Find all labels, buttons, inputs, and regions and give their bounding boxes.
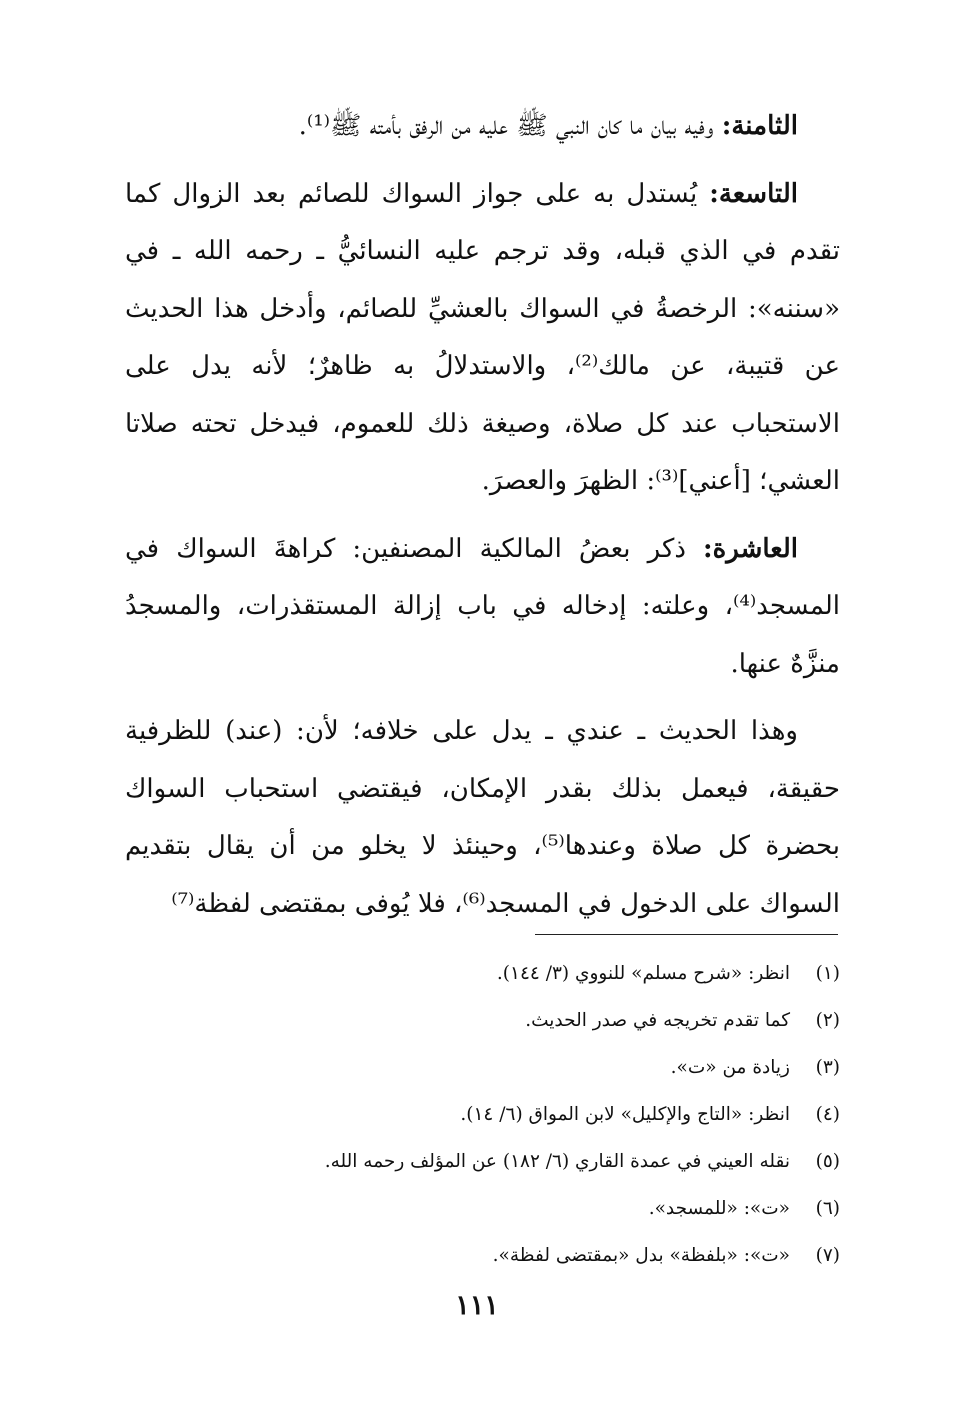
paragraph-text: ذكر بعضُ المالكية المصنفين: كراهةَ السواك في المسجد⁽⁴⁾، وعلته: إدخاله في باب إزالة المستقذرات، والمسجدُ منزَّهٌ عنها.	[125, 533, 840, 679]
footnote-item	[125, 1185, 840, 1232]
footnote-item	[125, 1138, 840, 1185]
paragraph-commentary	[125, 703, 840, 933]
footnote-text: زيادة من «ت».	[670, 1057, 790, 1078]
paragraph-text: وفيه بيان ما كان النبي ﷺ عليه من الرفق بأمته ﷺ⁽¹⁾.	[298, 111, 722, 141]
paragraph-eighth	[125, 98, 840, 156]
paragraph-tenth	[125, 521, 840, 694]
footnote-text: «ت»: «بلفظة» بدل «بمقتضى لفظة».	[492, 1245, 790, 1266]
paragraph-lead: العاشرة:	[703, 533, 798, 564]
page-number: ١١١	[455, 1290, 499, 1321]
footnote-number: (٥)	[815, 1151, 840, 1172]
footnote-number: (١)	[815, 963, 840, 984]
footnote-item	[125, 950, 840, 997]
main-text	[125, 98, 840, 943]
footnote-number: (٦)	[815, 1198, 840, 1219]
footnote-number: (٣)	[815, 1057, 840, 1078]
paragraph-ninth	[125, 166, 840, 511]
footnote-divider	[535, 934, 838, 935]
footnote-item	[125, 997, 840, 1044]
footnote-number: (٢)	[815, 1010, 840, 1031]
footnotes-list	[125, 950, 840, 1279]
footnote-item	[125, 1091, 840, 1138]
paragraph-lead: التاسعة:	[709, 178, 798, 209]
footnote-text: كما تقدم تخريجه في صدر الحديث.	[525, 1010, 790, 1031]
footnote-number: (٤)	[815, 1104, 840, 1125]
footnote-text: انظر: «شرح مسلم» للنووي (٣/ ١٤٤).	[496, 963, 790, 984]
footnote-text: نقله العيني في عمدة القاري (٦/ ١٨٢) عن المؤلف رحمه الله.	[324, 1151, 790, 1172]
paragraph-lead: الثامنة:	[721, 111, 798, 141]
footnote-number: (٧)	[815, 1245, 840, 1266]
paragraph-text: وهذا الحديث ـ عندي ـ يدل على خلافه؛ لأن: (عند) للظرفية حقيقة، فيعمل بذلك بقدر الإمكان، فيقتضي استحباب السواك بحضرة كل صلاة وعندها⁽⁵⁾، وحينئذ لا يخلو من أن يقال بتقديم السواك على الدخول في المسجد⁽⁶⁾، فلا يُوفى بمقتضى لفظة⁽⁷⁾	[125, 716, 840, 919]
paragraph-text: يُستدل به على جواز السواك للصائم بعد الزوال كما تقدم في الذي قبله، وقد ترجم عليه النسائيُّ ـ رحمه الله ـ في «سننه»: الرخصةُ في السواك بالعشيِّ للصائم، وأدخل هذا الحديث عن قتيبة، عن مالك⁽²⁾، والاستدلالُ به ظاهرٌ؛ لأنه يدل على الاستحباب عند كل صلاة، وصيغة ذلك للعموم، فيدخل تحته صلاتا العشي؛ [أعني]⁽³⁾: الظهرَ والعصرَ.	[125, 178, 840, 496]
footnote-item	[125, 1232, 840, 1279]
footnote-text: انظر: «التاج والإكليل» لابن المواق (٦/ ١٤).	[460, 1104, 790, 1125]
footnote-text: «ت»: «للمسجد».	[648, 1198, 790, 1219]
footnote-item	[125, 1044, 840, 1091]
